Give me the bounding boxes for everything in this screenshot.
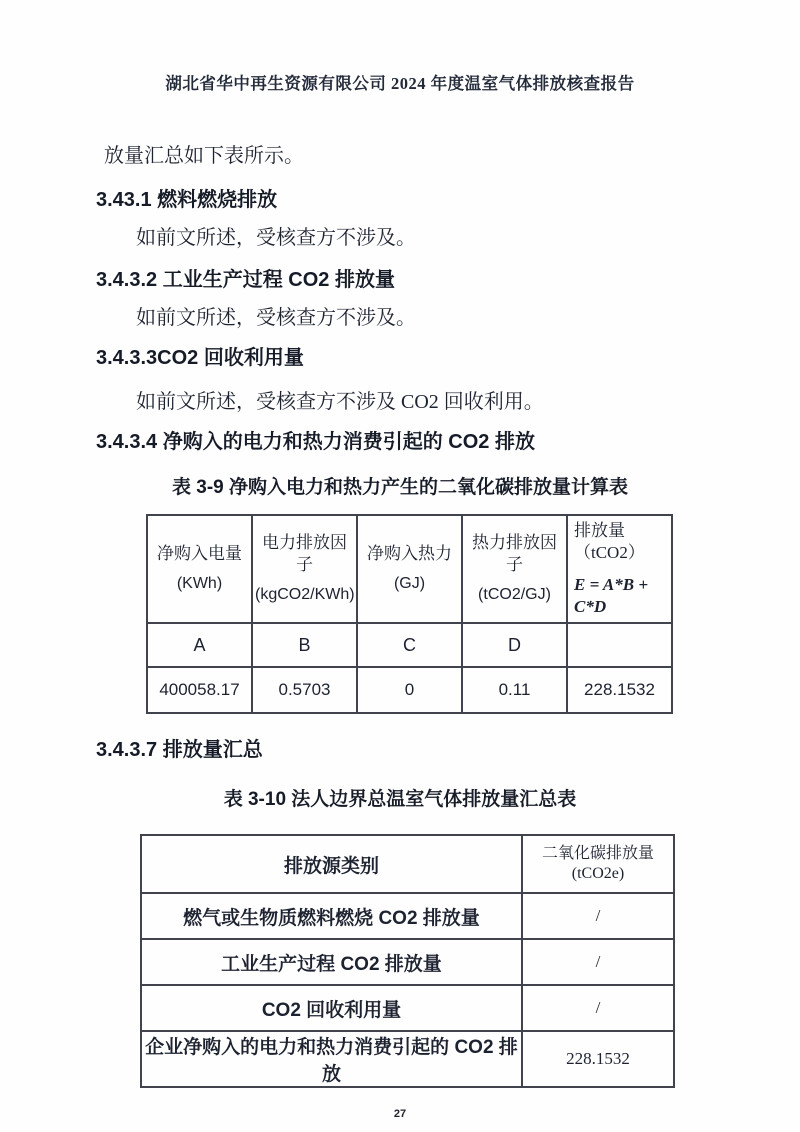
column-label: 净购入热力 bbox=[367, 544, 452, 563]
value-column-header bbox=[522, 835, 674, 893]
table-cell: B bbox=[252, 623, 357, 667]
table-cell: 0 bbox=[357, 667, 462, 713]
emission-source-cell: 燃气或生物质燃料燃烧 CO2 排放量 bbox=[141, 893, 522, 939]
table-3-9 bbox=[146, 514, 673, 714]
emission-source-cell: CO2 回收利用量 bbox=[141, 985, 522, 1031]
section-body-3433: 如前文所述，受核查方不涉及 CO2 回收利用。 bbox=[136, 391, 544, 413]
value-header-line1: 二氧化碳排放量 bbox=[541, 845, 654, 862]
emission-value-cell: / bbox=[522, 985, 674, 1031]
section-heading-3432: 3.4.3.2 工业生产过程 CO2 排放量 bbox=[96, 269, 395, 291]
section-body-3431: 如前文所述，受核查方不涉及。 bbox=[136, 227, 416, 249]
table-cell: A bbox=[147, 623, 252, 667]
section-heading-3433: 3.4.3.3CO2 回收利用量 bbox=[96, 347, 304, 369]
section-heading-3437: 3.4.3.7 排放量汇总 bbox=[96, 739, 263, 761]
category-column-header: 排放源类别 bbox=[141, 835, 522, 893]
emission-formula: E = A*B + C*D bbox=[574, 575, 649, 616]
page-number: 27 bbox=[393, 1108, 407, 1120]
section-heading-3434: 3.4.3.4 净购入的电力和热力消费引起的 CO2 排放 bbox=[96, 431, 535, 453]
section-heading-3431: 3.43.1 燃料燃烧排放 bbox=[96, 189, 278, 211]
table-cell: 400058.17 bbox=[147, 667, 252, 713]
table-3-10-header-row bbox=[141, 835, 674, 893]
emission-source-cell: 工业生产过程 CO2 排放量 bbox=[141, 939, 522, 985]
table-cell: D bbox=[462, 623, 567, 667]
emission-value-cell: / bbox=[522, 939, 674, 985]
table-3-9-caption: 表 3-9 净购入电力和热力产生的二氧化碳排放量计算表 bbox=[171, 477, 629, 498]
column-label: 电力排放因子 bbox=[262, 533, 347, 574]
table-3-9-symbol-row bbox=[147, 623, 672, 667]
emission-source-cell: 企业净购入的电力和热力消费引起的 CO2 排放 bbox=[141, 1031, 522, 1087]
column-unit: (tCO2/GJ) bbox=[478, 586, 551, 603]
value-header-line2: (tCO2e) bbox=[571, 865, 625, 882]
column-unit: (kgCO2/KWh) bbox=[255, 586, 355, 603]
table-header-cell bbox=[147, 515, 252, 623]
table-header-cell bbox=[357, 515, 462, 623]
table-cell: 0.5703 bbox=[252, 667, 357, 713]
document-header-title: 湖北省华中再生资源有限公司 2024 年度温室气体排放核查报告 bbox=[165, 74, 635, 93]
column-label: 热力排放因子 bbox=[472, 533, 557, 574]
table-cell bbox=[567, 623, 672, 667]
table-cell: C bbox=[357, 623, 462, 667]
table-row bbox=[141, 1031, 674, 1087]
column-unit: (KWh) bbox=[176, 575, 223, 592]
column-label: 排放量（tCO2） bbox=[574, 521, 645, 562]
table-3-10 bbox=[140, 834, 675, 1088]
table-3-9-value-row bbox=[147, 667, 672, 713]
emission-value-cell: / bbox=[522, 893, 674, 939]
table-cell: 0.11 bbox=[462, 667, 567, 713]
column-label: 净购入电量 bbox=[157, 544, 242, 563]
section-body-3432: 如前文所述，受核查方不涉及。 bbox=[136, 307, 416, 329]
table-row bbox=[141, 985, 674, 1031]
intro-paragraph: 放量汇总如下表所示。 bbox=[104, 145, 304, 167]
table-header-cell bbox=[462, 515, 567, 623]
table-header-cell bbox=[567, 515, 672, 623]
emission-value-cell: 228.1532 bbox=[522, 1031, 674, 1087]
column-unit: (GJ) bbox=[393, 575, 426, 592]
table-3-9-header-row bbox=[147, 515, 672, 623]
table-3-10-caption: 表 3-10 法人边界总温室气体排放量汇总表 bbox=[223, 789, 577, 810]
table-row bbox=[141, 939, 674, 985]
table-row bbox=[141, 893, 674, 939]
table-header-cell bbox=[252, 515, 357, 623]
table-cell: 228.1532 bbox=[567, 667, 672, 713]
